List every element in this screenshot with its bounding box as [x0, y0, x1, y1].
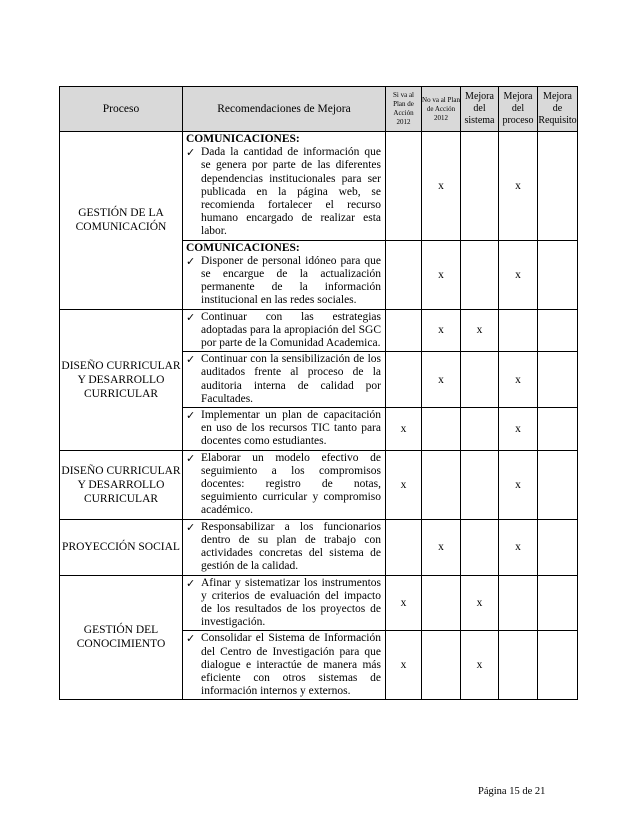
si-va-cell: [386, 240, 422, 309]
no-va-cell: [422, 450, 461, 519]
page-number: Página 15 de 21: [478, 786, 546, 797]
mejora-sistema-cell: x: [461, 631, 499, 700]
header-mejora-sistema: Mejora del sistema: [461, 87, 499, 132]
recommendation-title: COMUNICACIONES:: [186, 133, 300, 145]
recommendation-text: Responsabilizar a los funcionarios dentro de su plan de trabajo con actividades concretas del sistema de gestión de la calidad.: [201, 520, 381, 573]
table-row: [60, 575, 578, 631]
mejora-proceso-cell: x: [499, 519, 538, 575]
mejora-sistema-cell: x: [461, 575, 499, 631]
checkmark-icon: ✓: [186, 146, 196, 160]
recommendation-cell: [183, 519, 386, 575]
recommendation-text: Consolidar el Sistema de Información del Centro de Investigación para que dialogue e interactúe de manera más eficiente con otros sistemas de información internos y externos.: [201, 632, 381, 698]
recommendation-cell: [183, 408, 386, 451]
no-va-cell: [422, 408, 461, 451]
recommendation-cell: [183, 450, 386, 519]
recommendation-text: Continuar con las estrategias adoptadas para la apropiación del SGC por parte de la Comunidad Academica.: [201, 310, 381, 350]
mejora-requisito-cell: [538, 240, 578, 309]
si-va-cell: x: [386, 450, 422, 519]
no-va-cell: x: [422, 240, 461, 309]
recommendation-title: COMUNICACIONES:: [186, 241, 300, 254]
recommendation-text: Continuar con la sensibilización de los auditados frente al proceso de la auditoria interna de calidad por Facultades.: [201, 353, 381, 405]
no-va-cell: [422, 575, 461, 631]
recommendation-text: Dada la cantidad de información que se genera por parte de las diferentes dependencias institucionales para ser publicada en la página web, se recomienda fortalecer el recurso humano encargado de realizar esta labor.: [201, 146, 381, 238]
mejora-proceso-cell: [499, 575, 538, 631]
si-va-cell: x: [386, 631, 422, 700]
header-recomendaciones: Recomendaciones de Mejora: [183, 87, 386, 132]
header-si-va: Si va al Plan de Acción 2012: [386, 87, 422, 132]
checkmark-icon: ✓: [186, 576, 196, 590]
header-mejora-proceso: Mejora del proceso: [499, 87, 538, 132]
mejora-proceso-cell: x: [499, 408, 538, 451]
si-va-cell: x: [386, 408, 422, 451]
no-va-cell: [422, 631, 461, 700]
table-row: [60, 132, 578, 241]
mejora-requisito-cell: [538, 450, 578, 519]
checkmark-icon: ✓: [186, 520, 196, 534]
no-va-cell: x: [422, 519, 461, 575]
process-cell: DISEÑO CURRICULAR Y DESARROLLO CURRICULAR: [60, 450, 183, 519]
mejora-requisito-cell: [538, 631, 578, 700]
mejora-proceso-cell: x: [499, 132, 538, 241]
mejora-sistema-cell: [461, 519, 499, 575]
si-va-cell: [386, 519, 422, 575]
table-row: [60, 519, 578, 575]
recommendation-text: Implementar un plan de capacitación en uso de los recursos TIC tanto para docentes como estudiantes.: [201, 409, 381, 448]
mejora-requisito-cell: [538, 352, 578, 408]
table-row: [60, 309, 578, 352]
recommendation-cell: [183, 132, 386, 241]
mejora-requisito-cell: [538, 309, 578, 352]
header-mejora-requisito: Mejora de Requisito: [538, 87, 578, 132]
process-cell: GESTIÓN DEL CONOCIMIENTO: [60, 575, 183, 700]
recommendation-cell: [183, 309, 386, 352]
checkmark-icon: ✓: [186, 409, 196, 423]
mejora-proceso-cell: [499, 309, 538, 352]
mejora-requisito-cell: [538, 575, 578, 631]
checkmark-icon: ✓: [186, 310, 196, 324]
no-va-cell: x: [422, 309, 461, 352]
mejora-sistema-cell: [461, 352, 499, 408]
recommendation-cell: [183, 575, 386, 631]
recommendation-cell: [183, 352, 386, 408]
checkmark-icon: ✓: [186, 632, 196, 646]
mejora-proceso-cell: x: [499, 240, 538, 309]
si-va-cell: x: [386, 575, 422, 631]
mejora-requisito-cell: [538, 408, 578, 451]
recommendation-text: Afinar y sistematizar los instrumentos y criterios de evaluación del impacto de los resultados de los proyectos de investigación.: [201, 576, 381, 629]
si-va-cell: [386, 352, 422, 408]
process-cell: PROYECCIÓN SOCIAL: [60, 519, 183, 575]
no-va-cell: x: [422, 352, 461, 408]
recommendation-cell: [183, 240, 386, 309]
mejora-sistema-cell: [461, 240, 499, 309]
mejora-requisito-cell: [538, 132, 578, 241]
mejora-sistema-cell: x: [461, 309, 499, 352]
mejora-proceso-cell: x: [499, 450, 538, 519]
mejora-proceso-cell: [499, 631, 538, 700]
process-cell: DISEÑO CURRICULAR Y DESARROLLO CURRICULAR: [60, 309, 183, 450]
recommendation-cell: [183, 631, 386, 700]
si-va-cell: [386, 309, 422, 352]
no-va-cell: x: [422, 132, 461, 241]
recommendation-text: Disponer de personal idóneo para que se encargue de la actualización permanente de la información institucional en las redes sociales.: [201, 254, 381, 307]
header-row: [60, 87, 578, 132]
header-proceso: Proceso: [60, 87, 183, 132]
mejora-sistema-cell: [461, 450, 499, 519]
checkmark-icon: ✓: [186, 451, 196, 465]
recommendations-table: [59, 86, 578, 700]
checkmark-icon: ✓: [186, 353, 196, 367]
mejora-sistema-cell: [461, 132, 499, 241]
table-row: [60, 450, 578, 519]
si-va-cell: [386, 132, 422, 241]
process-cell: GESTIÓN DE LA COMUNICACIÓN: [60, 132, 183, 310]
mejora-proceso-cell: x: [499, 352, 538, 408]
checkmark-icon: ✓: [186, 254, 196, 268]
recommendation-text: Elaborar un modelo efectivo de seguimiento a los compromisos docentes: registro de notas, seguimiento curricular y compromiso académico.: [201, 451, 381, 517]
header-no-va: No va al Plan de Acción 2012: [422, 87, 461, 132]
mejora-requisito-cell: [538, 519, 578, 575]
mejora-sistema-cell: [461, 408, 499, 451]
